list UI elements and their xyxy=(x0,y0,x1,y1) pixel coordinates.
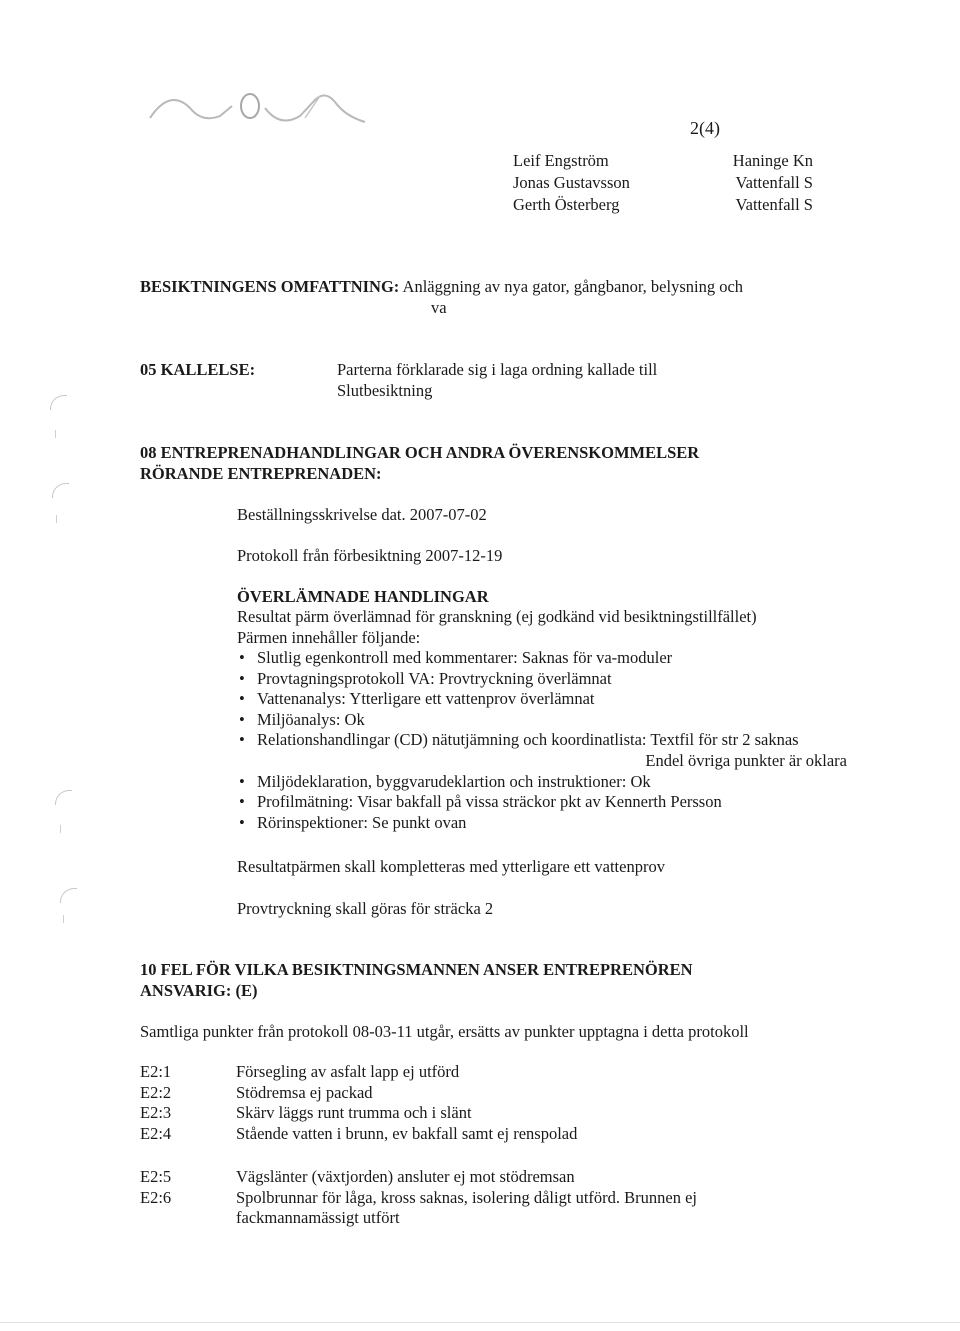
bullet-icon: • xyxy=(239,689,245,709)
list-item-text: Relationshandlingar (CD) nätutjämning och koordinatlista: Textfil för str 2 saknas xyxy=(257,730,799,750)
kallelse-text-cont: Slutbesiktning xyxy=(337,381,433,400)
list-item xyxy=(237,792,847,813)
handlingar-result: Resultat pärm överlämnad för granskning (ej godkänd vid besiktningstillfället) xyxy=(237,607,757,626)
defect-text: Försegling av asfalt lapp ej utförd xyxy=(236,1062,460,1081)
bullet-icon: • xyxy=(239,648,245,667)
section-10-title: 10 FEL FÖR VILKA BESIKTNINGSMANNEN ANSER ENTREPRENÖREN xyxy=(140,960,693,979)
defect-row xyxy=(140,1062,840,1083)
list-item-text: Miljödeklaration, byggvarudeklartion och instruktioner: Ok xyxy=(257,771,651,791)
kallelse-label: 05 KALLELSE: xyxy=(140,360,256,379)
defect-row xyxy=(140,1083,840,1104)
list-item xyxy=(237,689,847,710)
margin-tick xyxy=(60,825,61,833)
defect-row xyxy=(140,1124,840,1145)
list-item-text: Slutlig egenkontroll med kommentarer: Saknas för va-moduler xyxy=(257,648,673,667)
participant-org: Haninge Kn xyxy=(732,151,813,170)
margin-tick xyxy=(63,915,64,923)
defect-code: E2:3 xyxy=(140,1103,172,1123)
margin-hole-mark xyxy=(50,395,67,410)
bullet-icon: • xyxy=(239,771,245,791)
defect-list-group-2 xyxy=(140,1167,840,1229)
participant-name: Jonas Gustavsson xyxy=(513,173,630,192)
company-logo-icon xyxy=(140,78,380,138)
defect-code: E2:5 xyxy=(140,1167,172,1186)
defect-text: Stående vatten i brunn, ev bakfall samt ej renspolad xyxy=(236,1123,578,1143)
scope-text-cont: va xyxy=(431,298,447,317)
bullet-icon: • xyxy=(239,668,245,688)
bullet-icon: • xyxy=(239,812,245,832)
defect-code: E2:2 xyxy=(140,1082,172,1102)
handlingar-title: ÖVERLÄMNADE HANDLINGAR xyxy=(237,587,489,606)
defect-list-group-1 xyxy=(140,1062,840,1144)
section-08-title-cont: RÖRANDE ENTREPRENADEN: xyxy=(140,464,382,483)
list-item-text: Rörinspektioner: Se punkt ovan xyxy=(257,812,467,832)
section-08-title: 08 ENTREPRENADHANDLINGAR OCH ANDRA ÖVERENSKOMMELSER xyxy=(140,443,700,462)
defect-row xyxy=(140,1103,840,1124)
defect-row xyxy=(140,1167,840,1188)
section-10-intro: Samtliga punkter från protokoll 08-03-11 utgår, ersätts av punkter upptagna i detta protokoll xyxy=(140,1022,749,1041)
pre-inspection-protocol: Protokoll från förbesiktning 2007-12-19 xyxy=(237,546,503,565)
list-item-text: Profilmätning: Visar bakfall på vissa sträckor pkt av Kennerth Persson xyxy=(257,792,722,812)
scope-line xyxy=(140,277,743,297)
margin-hole-mark xyxy=(55,790,72,805)
order-document: Beställningsskrivelse dat. 2007-07-02 xyxy=(237,505,487,524)
margin-tick xyxy=(56,515,57,523)
kallelse-text: Parterna förklarade sig i laga ordning kallade till xyxy=(337,360,658,379)
defect-text: Vägslänter (växtjorden) ansluter ej mot stödremsan xyxy=(236,1167,575,1186)
list-item xyxy=(237,813,847,834)
participant-org: Vattenfall S xyxy=(735,195,813,214)
defect-row xyxy=(140,1188,840,1229)
defect-text: Skärv läggs runt trumma och i slänt xyxy=(236,1103,472,1123)
defect-code: E2:4 xyxy=(140,1123,172,1143)
handlingar-bullet-list xyxy=(237,648,847,833)
handlingar-contents-intro: Pärmen innehåller följande: xyxy=(237,628,421,647)
margin-hole-mark xyxy=(52,483,69,498)
list-item-continuation: Endel övriga punkter är oklara xyxy=(645,750,847,770)
defect-code: E2:1 xyxy=(140,1062,172,1081)
bullet-icon: • xyxy=(239,792,245,812)
binder-supplement-note: Resultatpärmen skall kompletteras med ytterligare ett vattenprov xyxy=(237,857,665,876)
scope-text: Anläggning av nya gator, gångbanor, belysning och xyxy=(402,277,744,296)
participant-name: Gerth Österberg xyxy=(513,195,620,214)
list-item xyxy=(237,710,847,731)
bullet-icon: • xyxy=(239,709,245,729)
scan-bottom-edge xyxy=(0,1322,960,1323)
defect-code: E2:6 xyxy=(140,1187,172,1207)
list-item-text: Vattenanalys: Ytterligare ett vattenprov överlämnat xyxy=(257,689,595,709)
list-item xyxy=(237,669,847,690)
list-item-text: Provtagningsprotokoll VA: Provtryckning överlämnat xyxy=(257,668,612,688)
participant-row xyxy=(513,150,813,172)
list-item-text: Miljöanalys: Ok xyxy=(257,709,365,729)
defect-text: Stödremsa ej packad xyxy=(236,1082,373,1102)
bullet-icon: • xyxy=(239,730,245,750)
list-item xyxy=(237,730,847,771)
list-item xyxy=(237,772,847,793)
list-item xyxy=(237,648,847,669)
pressure-test-note: Provtryckning skall göras för sträcka 2 xyxy=(237,899,494,918)
section-10-title-cont: ANSVARIG: (E) xyxy=(140,981,258,1000)
participant-name: Leif Engström xyxy=(513,151,609,170)
participant-row xyxy=(513,194,813,216)
participant-org: Vattenfall S xyxy=(735,173,813,192)
margin-tick xyxy=(55,430,56,438)
scope-label: BESIKTNINGENS OMFATTNING: xyxy=(140,277,400,296)
participants-list xyxy=(513,150,813,216)
page-number: 2(4) xyxy=(690,118,720,138)
defect-text: Spolbrunnar för låga, kross saknas, isolering dåligt utförd. Brunnen ej fackmannamässigt utfört xyxy=(236,1187,697,1228)
margin-hole-mark xyxy=(60,888,77,903)
participant-row xyxy=(513,172,813,194)
